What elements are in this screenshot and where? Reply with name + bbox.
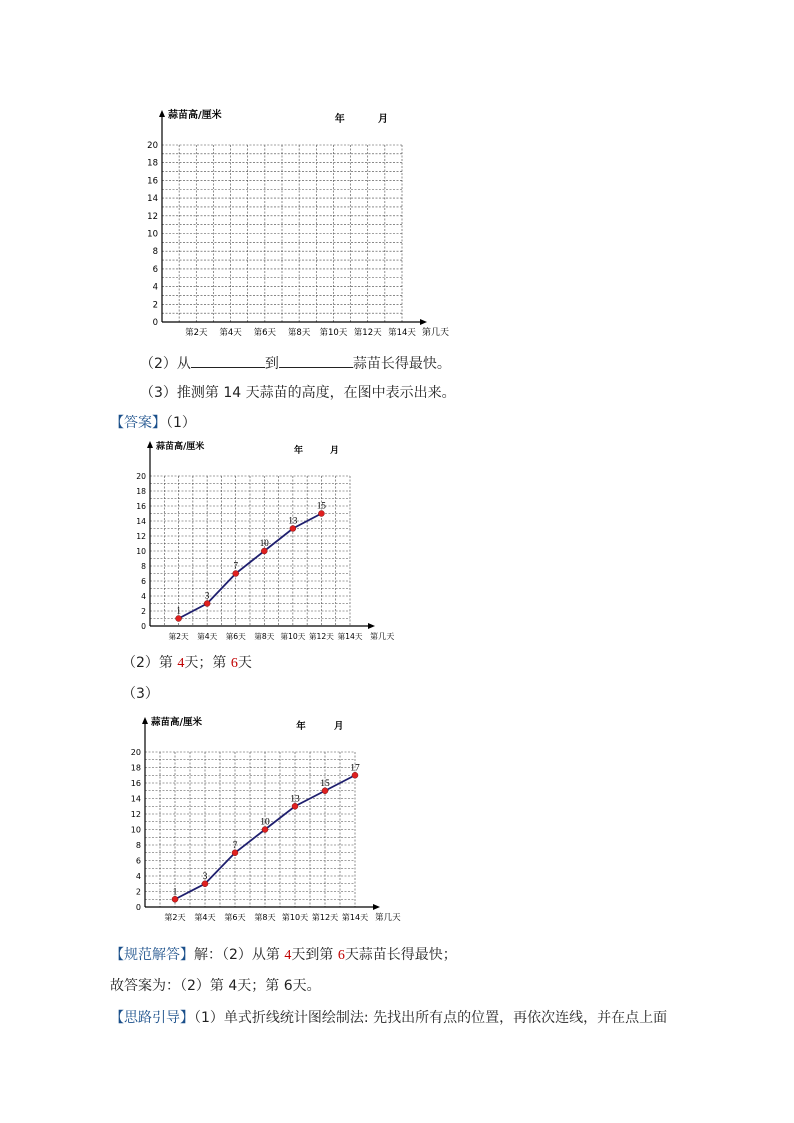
y-tick-label: 14 [147, 194, 158, 205]
answer-3-heading [122, 684, 159, 704]
x-axis-arrow [373, 904, 380, 910]
solution-text-a: 解：（2）从第 [194, 947, 285, 963]
y-tick-label: 8 [152, 247, 158, 258]
data-label: 10 [260, 817, 270, 828]
hint-line [110, 1008, 667, 1028]
answer-label: 【答案】 [110, 415, 166, 431]
y-tick-label: 2 [141, 607, 146, 616]
y-tick-label: 6 [152, 264, 158, 275]
x-axis-arrow [368, 623, 375, 629]
answer-line-chart-3 [115, 712, 415, 932]
answer-line-chart-1 [110, 440, 400, 645]
data-label: 1 [172, 887, 178, 898]
data-label: 15 [316, 500, 326, 511]
y-axis-label: 蒜苗高/厘米 [168, 110, 222, 121]
y-tick-label: 18 [147, 158, 158, 169]
data-point [233, 571, 239, 577]
hint-label: 【思路引导】 [110, 1010, 194, 1026]
header-month: 月 [334, 721, 344, 732]
x-tick-label: 第8天 [254, 632, 275, 641]
y-axis-label: 蒜苗高/厘米 [156, 442, 205, 452]
y-tick-label: 12 [136, 532, 146, 541]
ans2-value-1: 4 [177, 656, 185, 671]
x-tick-label: 第14天 [341, 913, 369, 922]
solution-line [110, 945, 457, 966]
question-chart [140, 100, 460, 345]
y-tick-label: 10 [130, 825, 141, 835]
solution-value-2: 6 [337, 948, 345, 963]
answer-part1: （1） [166, 415, 196, 431]
y-tick-label: 6 [135, 856, 141, 866]
y-tick-label: 2 [152, 300, 158, 311]
y-tick-label: 20 [136, 472, 146, 481]
question-3 [140, 383, 456, 403]
solution-value-1: 4 [284, 948, 292, 963]
x-tick-label: 第14天 [388, 328, 416, 338]
header-year: 年 [334, 114, 345, 125]
q2-suffix: 蒜苗长得最快。 [352, 356, 451, 372]
grid [150, 476, 350, 626]
y-tick-label: 12 [130, 810, 141, 819]
x-tick-label: 第14天 [337, 632, 363, 641]
ans2-value-2: 6 [230, 656, 238, 671]
header-month: 月 [378, 114, 388, 125]
x-tick-label: 第12天 [311, 913, 339, 922]
x-tick-label: 第12天 [308, 632, 334, 641]
x-tick-label: 第4天 [219, 328, 242, 338]
x-tick-label: 第8天 [254, 913, 276, 922]
x-tick-label: 第2天 [168, 632, 189, 641]
q2-prefix: （2）从 [140, 356, 191, 372]
solution-label: 【规范解答】 [110, 947, 194, 963]
x-tick-label: 第10天 [281, 913, 309, 922]
ans3-label: （3） [122, 686, 159, 702]
data-label: 7 [233, 560, 238, 571]
y-axis-arrow [159, 110, 165, 117]
question-2 [140, 353, 451, 374]
x-tick-label: 第10天 [319, 328, 348, 338]
data-label: 7 [232, 840, 238, 851]
ans2-mid: 天；第 [184, 655, 231, 671]
y-tick-label: 0 [152, 318, 158, 328]
answer-2 [122, 653, 252, 674]
y-tick-label: 6 [141, 577, 146, 586]
y-tick-label: 8 [135, 841, 141, 850]
hint-text: （1）单式折线统计图绘制法: 先找出所有点的位置，再依次连线，并在点上面 [194, 1010, 668, 1026]
ans2-prefix: （2）第 [122, 655, 178, 671]
conclusion-line [110, 976, 321, 996]
question-line-chart [140, 100, 460, 345]
x-axis-arrow [420, 319, 427, 325]
y-tick-label: 20 [147, 141, 158, 151]
data-label: 13 [290, 794, 300, 805]
answer-chart-3 [115, 712, 415, 932]
grid [162, 145, 402, 322]
solution-text-b: 天到第 [291, 947, 338, 963]
y-tick-label: 16 [147, 176, 158, 187]
y-axis-arrow [147, 441, 153, 448]
answer-heading [110, 413, 196, 433]
data-label: 3 [204, 590, 210, 601]
ans2-suffix: 天 [237, 655, 252, 671]
data-label: 17 [350, 763, 360, 774]
data-label: 13 [288, 515, 298, 526]
y-axis-label: 蒜苗高/厘米 [151, 717, 202, 728]
x-tick-label: 第4天 [194, 913, 216, 922]
x-tick-label: 第6天 [253, 328, 277, 338]
y-tick-label: 18 [136, 487, 146, 496]
y-tick-label: 0 [135, 903, 141, 912]
y-tick-label: 10 [147, 229, 158, 240]
data-point [318, 511, 324, 517]
y-tick-label: 0 [141, 622, 146, 631]
y-tick-label: 4 [135, 872, 141, 881]
x-axis-label: 第几天 [422, 328, 450, 338]
q3-text: （3）推测第 14 天蒜苗的高度，在图中表示出来。 [140, 385, 456, 401]
y-tick-label: 8 [141, 562, 146, 571]
data-point [261, 548, 267, 554]
header-year: 年 [296, 721, 306, 732]
x-tick-label: 第2天 [164, 913, 186, 922]
y-axis-arrow [142, 717, 148, 724]
q2-blank-1[interactable] [191, 353, 265, 368]
data-label: 10 [259, 538, 269, 548]
data-point [176, 616, 182, 622]
x-tick-label: 第8天 [287, 328, 311, 338]
y-tick-label: 2 [135, 887, 141, 897]
y-tick-label: 20 [130, 748, 141, 757]
x-axis-label: 第几天 [375, 913, 401, 923]
solution-text-c: 天蒜苗长得最快； [344, 947, 457, 963]
data-label: 1 [176, 605, 181, 616]
x-tick-label: 第12天 [353, 328, 382, 338]
data-point [204, 601, 210, 607]
q2-blank-2[interactable] [279, 353, 353, 368]
y-tick-label: 4 [152, 282, 158, 293]
x-tick-label: 第10天 [280, 632, 306, 641]
data-label: 3 [202, 871, 208, 882]
answer-chart-1 [110, 440, 400, 645]
y-tick-label: 14 [136, 517, 146, 526]
header-month: 月 [330, 446, 340, 456]
header-year: 年 [294, 446, 304, 456]
y-tick-label: 14 [130, 794, 141, 804]
x-tick-label: 第2天 [185, 328, 208, 338]
x-tick-label: 第6天 [224, 913, 246, 922]
x-tick-label: 第4天 [197, 632, 218, 641]
data-point [290, 526, 296, 532]
grid [145, 752, 355, 907]
y-tick-label: 18 [130, 763, 141, 773]
q2-mid: 到 [264, 356, 279, 372]
y-tick-label: 12 [147, 211, 158, 222]
y-tick-label: 4 [141, 592, 146, 601]
data-label: 15 [320, 778, 330, 789]
x-axis-label: 第几天 [370, 631, 395, 641]
x-tick-label: 第6天 [225, 632, 246, 641]
y-tick-label: 16 [130, 779, 141, 788]
y-tick-label: 10 [136, 547, 146, 556]
y-tick-label: 16 [136, 502, 146, 511]
conclusion-text: 故答案为：（2）第 4天；第 6天。 [110, 978, 321, 994]
